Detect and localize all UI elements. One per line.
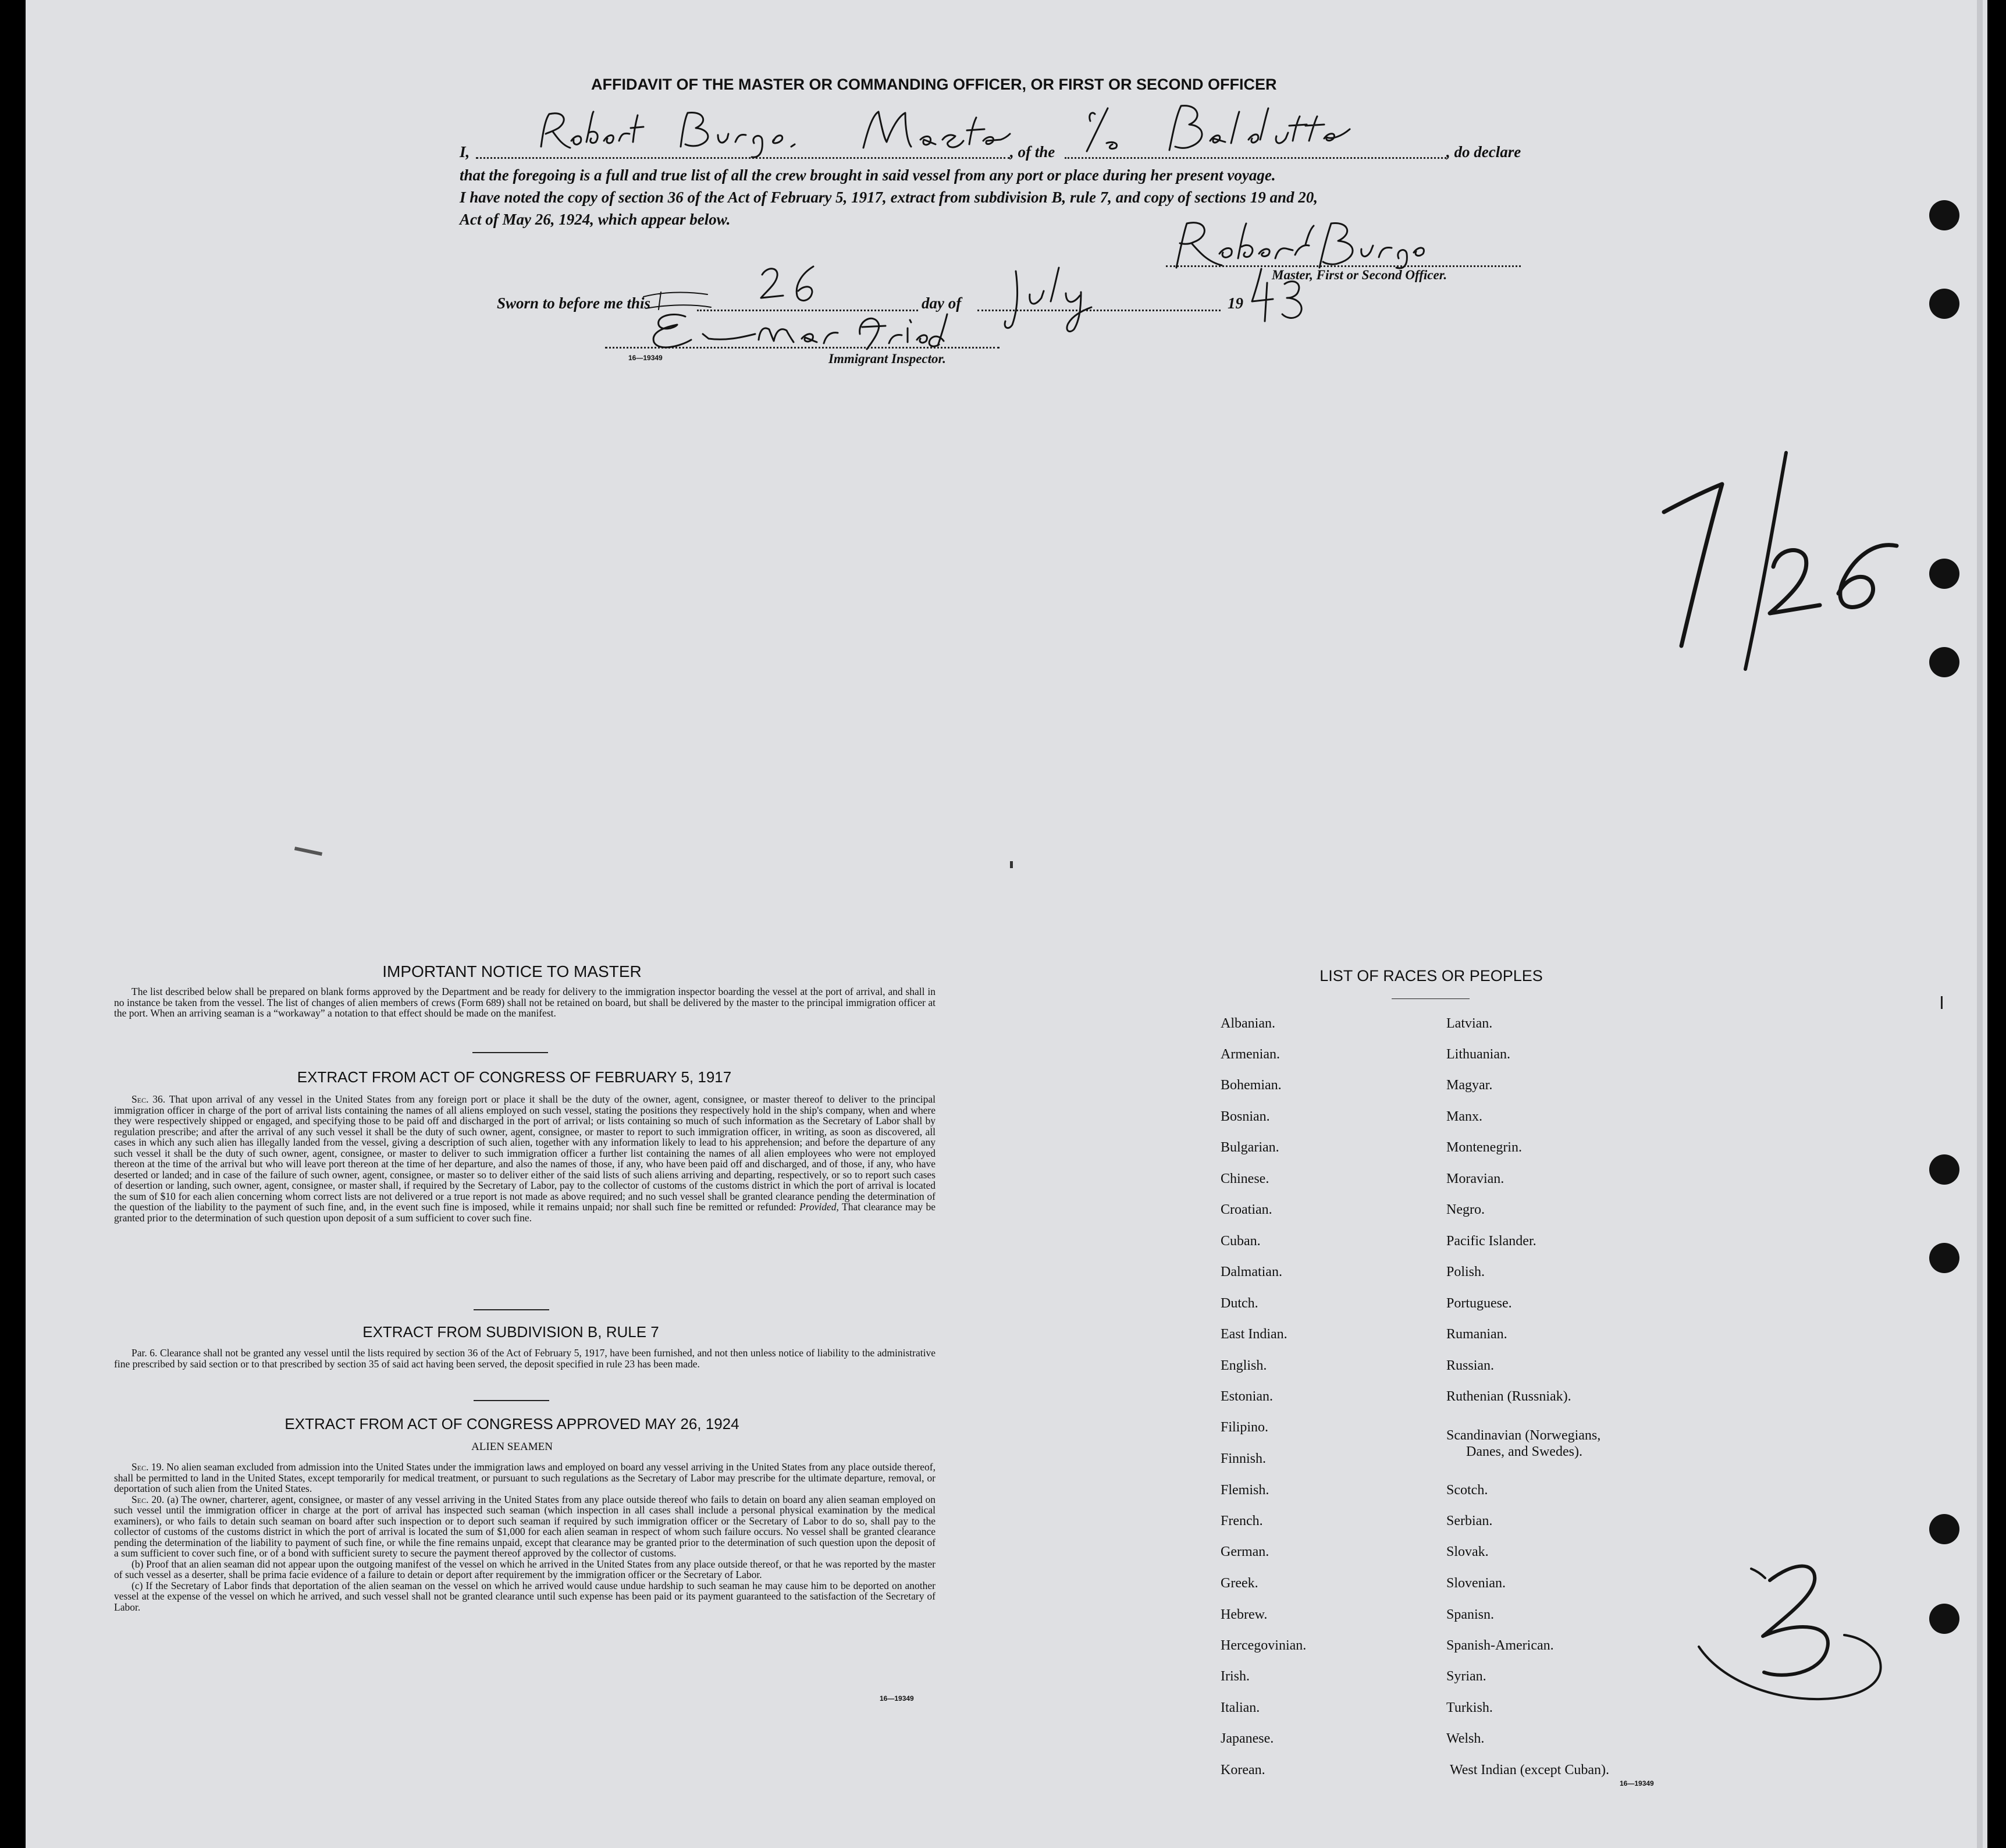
sec-36-label: Sec. 36.	[131, 1093, 166, 1105]
speck	[1010, 861, 1013, 868]
race-item: Rumanian.	[1446, 1327, 1507, 1342]
race-item: Japanese.	[1221, 1731, 1274, 1746]
sec-19-label: Sec. 19.	[131, 1461, 164, 1473]
race-item: Polish.	[1446, 1264, 1485, 1280]
races-title: LIST OF RACES OR PEOPLES	[1319, 967, 1543, 985]
race-item: Moravian.	[1446, 1171, 1504, 1186]
race-item: Magyar.	[1446, 1078, 1493, 1093]
of-the-label: , of the	[1010, 143, 1055, 161]
race-item: Greek.	[1221, 1576, 1258, 1591]
affidavit-title: AFFIDAVIT OF THE MASTER OR COMMANDING OFFICER, OR FIRST OR SECOND OFFICER	[591, 76, 1277, 93]
race-item: Slovak.	[1446, 1544, 1489, 1559]
extract-1924-title: EXTRACT FROM ACT OF CONGRESS APPROVED MAY 26, 1924	[284, 1415, 739, 1433]
extract-1924-body	[114, 1462, 936, 1612]
affidavit-line-1: that the foregoing is a full and true list of all the crew brought in said vessel from any port or place during her present voyage.	[460, 166, 1276, 184]
date-annotation	[1641, 448, 1908, 675]
affidavit-line-2: I have noted the copy of section 36 of the Act of February 5, 1917, extract from subdivision B, rule 7, and copy of sections 19 and 20,	[460, 189, 1318, 206]
binder-hole	[1929, 200, 1959, 230]
sec-20-label: Sec. 20.	[131, 1493, 165, 1505]
sec-19-text: No alien seaman excluded from admission into the United States under the immigration laws and employed on board any vessel arriving in the United States from any place outside thereof, shall be permitted to land in the United States, except temporarily for medical treatment, or pursuant to such regulations as the Secretary of Labor may prescribe for the ultimate departure, removal, or deportation of such alien from the United States.	[114, 1461, 936, 1494]
binder-hole	[1929, 647, 1959, 677]
affidavit-line-3: Act of May 26, 1924, which appear below.	[460, 211, 731, 228]
race-item: Welsh.	[1446, 1731, 1485, 1746]
vessel-handwriting	[1082, 98, 1443, 158]
rule-7-title: EXTRACT FROM SUBDIVISION B, RULE 7	[362, 1323, 659, 1341]
day-of-label: day of	[922, 294, 962, 312]
divider	[1392, 998, 1470, 999]
rule-7-text: Par. 6. Clearance shall not be granted any vessel until the lists required by section 36 of the Act of February 5, 1917, have been furnished, and not then unless notice of liability to the administrative fine prescribed by said section or to that prescribed by section 35 of said act having been served, the deposit specified in rule 23 has been made.	[114, 1347, 936, 1370]
binder-hole	[1929, 1604, 1959, 1634]
divider	[472, 1052, 548, 1053]
binder-hole	[1929, 1514, 1959, 1544]
race-item: Portuguese.	[1446, 1296, 1512, 1311]
race-item: Pacific Islander.	[1446, 1234, 1536, 1249]
race-item: Syrian.	[1446, 1669, 1486, 1684]
year-prefix: 19	[1228, 294, 1243, 312]
binder-hole	[1929, 289, 1959, 319]
race-item: Bohemian.	[1221, 1078, 1282, 1093]
proviso-label: Provided,	[799, 1201, 839, 1213]
form-number: 16—19349	[1620, 1779, 1654, 1787]
race-item: East Indian.	[1221, 1327, 1287, 1342]
race-item: Danes, and Swedes).	[1466, 1444, 1582, 1459]
binder-hole	[1929, 1154, 1959, 1185]
year-handwriting	[1246, 261, 1310, 325]
race-item: Irish.	[1221, 1669, 1250, 1684]
race-item: Dutch.	[1221, 1296, 1258, 1311]
race-item: Scandinavian (Norwegians,	[1446, 1428, 1601, 1443]
race-item: Bosnian.	[1221, 1109, 1270, 1124]
extract-1917-title: EXTRACT FROM ACT OF CONGRESS OF FEBRUARY 5, 1917	[297, 1068, 732, 1086]
sec-20b-text: (b) Proof that an alien seaman did not appear upon the outgoing manifest of the vessel on which he arrived in the United States from any place outside thereof, or that he was reported by the master of such vessel as a deserter, shall be prima facie evidence of a failure to detain or deport after requirement by the immigration officer or the Secretary of Labor.	[114, 1558, 936, 1580]
do-declare-label: , do declare	[1446, 143, 1521, 161]
master-signature	[1164, 216, 1489, 272]
race-item: French.	[1221, 1513, 1263, 1529]
binder-hole	[1929, 559, 1959, 589]
race-item: Dalmatian.	[1221, 1264, 1282, 1280]
race-item: German.	[1221, 1544, 1269, 1559]
sec-36-text: That upon arrival of any vessel in the United States from any foreign port or place it shall be the duty of the owner, agent, consignee, or master thereof to deliver to the principal immigration officer in charge of the port of arrival lists containing the names of all aliens employed on such vessel, stating the positions they respectively hold in the ship's company, when and where they were respectively shipped or engaged, and specifying those to be paid off and discharged in the port of arrival; or lists containing so much of such information as the Secretary of Labor shall by regulation prescribe; and after the arrival of any such vessel it shall be the duty of such owner, agent, consignee, or master to report to such immigration officer, in writing, as soon as discovered, all cases in which any such alien has illegally landed from the vessel, giving a description of such alien, together with any information likely to lead to his apprehension; and before the departure of any such vessel it shall be the duty of such owner, agent, consignee, or master to deliver to such immigration officer a further list containing the names of all alien employees who were not employed thereon at the time of the arrival but who will leave port thereon at the time of her departure, and also the names of those, if any, who have been paid off and discharged, and of those, if any, who have deserted or landed; and in case of the failure of such owner, agent, consignee, or master so to deliver either of the said lists of such aliens arriving and departing, respectively, or so to report such cases of desertion or landing, such owner, agent, consignee, or master shall, if required by the Secretary of Labor, pay to the collector of customs of the customs district in which the port of arrival is located the sum of $10 for each alien concerning whom correct lists are not delivered or a true report is not made as above required; and no such vessel shall be granted clearance pending the determination of the question of the liability to the payment of such fine, and, in the event such fine is imposed, while it remains unpaid; nor shall such fine be remitted or refunded:	[114, 1093, 936, 1213]
race-item: Hercegovinian.	[1221, 1638, 1307, 1653]
sec-20a-text: (a) The owner, charterer, agent, consignee, or master of any vessel arriving in the United States from any place outside thereof who fails to detain on board any alien seaman employed on such vessel until the immigration officer in charge at the port of arrival has inspected such seaman (which inspection in all cases shall include a personal physical examination by the medical examiners), or who fails to detain such seaman on board after such inspection or to deport such seaman if required by such immigration officer or the Secretary of Labor to do so, shall pay to the collector of customs of the customs district in which the port of arrival is located the sum of $1,000 for each alien seaman in respect of whom such failure occurs. No vessel shall be granted clearance pending the determination of the liability to payment of such fine, or while the fine remains unpaid, except that clearance may be granted prior to the determination of such question upon the deposit of a sum sufficient to cover such fine, or of a bond with sufficient surety to secure the payment thereof approved by the collector of customs.	[114, 1493, 936, 1559]
race-item: Filipino.	[1221, 1420, 1269, 1435]
form-number: 16—19349	[628, 354, 663, 362]
race-item: Spanish-American.	[1446, 1638, 1554, 1653]
proviso-text: That clearance may be granted prior to the determination of such question upon deposit of a sum sufficient to cover such fine.	[114, 1201, 936, 1224]
rule-7-body	[114, 1348, 936, 1369]
race-item: Armenian.	[1221, 1047, 1280, 1062]
race-item: Serbian.	[1446, 1513, 1493, 1529]
speck	[1941, 996, 1943, 1009]
race-item: Hebrew.	[1221, 1607, 1268, 1622]
notice-text: The list described below shall be prepared on blank forms approved by the Department and be ready for delivery to the immigration inspector boarding the vessel at the port of arrival, and shall in no instance be taken from the vessel. The list of changes of alien members of crews (Form 689) shall not be retained on board, but shall be delivered by the master to the principal immigration officer at the port. When an arriving seaman is a “workaway” a notation to that effect should be made on the manifest.	[114, 986, 936, 1019]
master-signature-caption: Master, First or Second Officer.	[1272, 268, 1447, 282]
notice-body	[114, 986, 936, 1019]
race-item: Latvian.	[1446, 1016, 1493, 1031]
race-item: Flemish.	[1221, 1483, 1269, 1498]
race-item: Italian.	[1221, 1700, 1260, 1715]
i-label: I,	[460, 143, 470, 161]
race-item: Negro.	[1446, 1202, 1485, 1217]
race-item: Korean.	[1221, 1762, 1265, 1778]
race-item: Croatian.	[1221, 1202, 1272, 1217]
race-item: Bulgarian.	[1221, 1140, 1279, 1155]
race-item: Estonian.	[1221, 1389, 1273, 1404]
month-handwriting	[1001, 260, 1129, 335]
inspector-caption: Immigrant Inspector.	[828, 351, 946, 366]
race-item: Scotch.	[1446, 1483, 1488, 1498]
extract-1917-body	[114, 1094, 936, 1223]
sec-20c-text: (c) If the Secretary of Labor finds that deportation of the alien seaman on the vessel on which he arrived would cause undue hardship to such seaman he may cause him to be deported on another vessel at the expense of the vessel on which he arrived, and such vessel shall not be granted clearance until such expense has been paid or its payment guaranteed to the satisfaction of the Secretary of Labor.	[114, 1579, 936, 1613]
race-item: Ruthenian (Russniak).	[1446, 1389, 1571, 1404]
divider	[474, 1400, 549, 1401]
race-item: Lithuanian.	[1446, 1047, 1510, 1062]
race-item: Finnish.	[1221, 1451, 1267, 1466]
race-item: Albanian.	[1221, 1016, 1275, 1031]
form-number: 16—19349	[880, 1694, 914, 1703]
race-item: Russian.	[1446, 1358, 1495, 1373]
page-number-annotation	[1687, 1548, 1897, 1716]
race-item: English.	[1221, 1358, 1267, 1373]
race-item: Slovenian.	[1446, 1576, 1506, 1591]
name-handwriting	[535, 106, 1012, 159]
divider	[474, 1309, 549, 1310]
binder-hole	[1929, 1243, 1959, 1273]
inspector-signature	[639, 293, 965, 357]
alien-seamen-subtitle: ALIEN SEAMEN	[471, 1441, 553, 1453]
race-item: Cuban.	[1221, 1234, 1261, 1249]
sworn-label: Sworn to before me this	[497, 294, 651, 312]
race-item: West Indian (except Cuban).	[1450, 1762, 1609, 1778]
race-item: Turkish.	[1446, 1700, 1493, 1715]
page-edge	[1977, 0, 1983, 1848]
race-item: Manx.	[1446, 1109, 1482, 1124]
notice-title: IMPORTANT NOTICE TO MASTER	[382, 962, 642, 980]
race-item: Montenegrin.	[1446, 1140, 1522, 1155]
race-item: Spanisn.	[1446, 1607, 1495, 1622]
race-item: Chinese.	[1221, 1171, 1269, 1186]
